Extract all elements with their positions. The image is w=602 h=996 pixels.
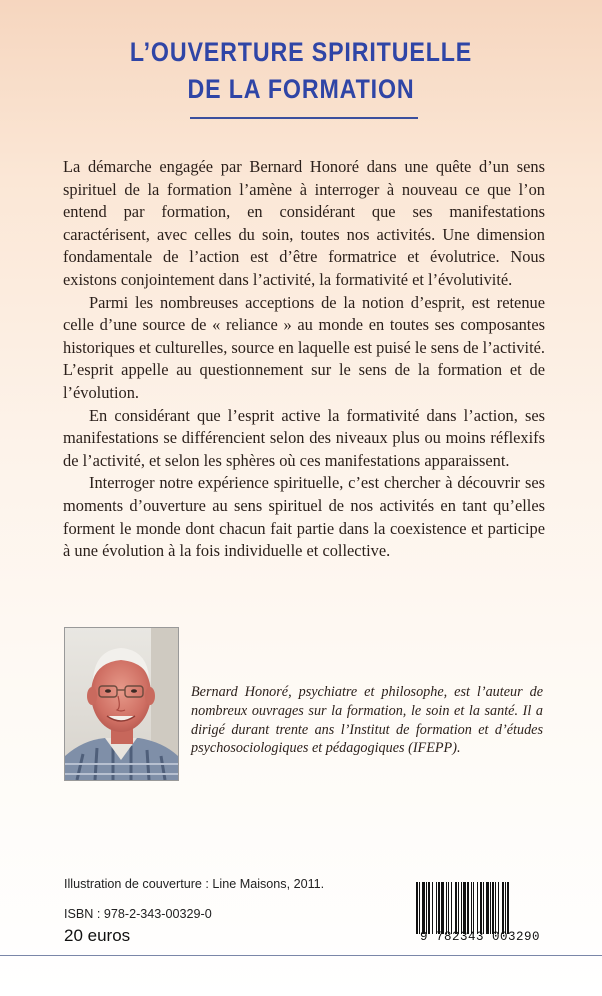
barcode-bar [498,882,499,934]
barcode-bar [436,882,437,934]
barcode-bar [505,882,506,934]
barcode-bar [477,882,478,934]
title-underline [190,117,418,119]
barcode [416,882,544,934]
book-title [42,34,560,108]
blurb [63,156,545,563]
barcode-bar [463,882,466,934]
barcode-bar [486,882,489,934]
book-title-line-1: L’OUVERTURE SPIRITUELLE [129,37,473,67]
blurb-paragraph: Parmi les nombreuses acceptions de la notion d’esprit, est retenue celle d’une source de « reliance » au monde en toutes ses composantes historiques et culturelles, source en laquelle est puisé le sens de l’activité. L’esprit appelle au questionnement sur le sens de la formation et de l’évolution. [63,292,546,402]
barcode-bar [428,882,430,934]
barcode-bar [448,882,449,934]
author-bio: Bernard Honoré, psychiatre et philosophe, est l’auteur de nombreux ouvrages sur la formation, le soin et la santé. Il a dirigé durant trente ans l’Institut de formation et d’études psychosociologiques et pédagogiques (IFEPP). [191,684,543,757]
barcode-bar [467,882,469,934]
barcode-bar [438,882,440,934]
barcode-bar [461,882,462,934]
barcode-bar [502,882,504,934]
barcode-bar [426,882,427,934]
barcode-bar [446,882,447,934]
barcode-bar [451,882,452,934]
barcode-bar [492,882,494,934]
barcode-bar [490,882,491,934]
barcode-bar [473,882,474,934]
barcode-bar [471,882,472,934]
price: 20 euros [64,926,131,945]
blurb-paragraph: La démarche engagée par Bernard Honoré dans une quête d’un sens spirituel de la formation l’amène à interroger à nouveau ce que l’on entend par formation, en considérant que ses manifestations caractérisent, avec celles du soin, toutes nos activités. Une dimension fondamentale de l’action est d’être formatrice et évolutrice. Nous existons conjointement dans l’activité, la formativité et l’évolutivité. [63,157,545,289]
isbn: ISBN : 978-2-343-00329-0 [64,907,212,921]
barcode-bar [419,882,420,934]
cover-illustration-credit: Illustration de couverture : Line Maisons, 2011. [64,877,325,891]
barcode-bar [416,882,418,934]
author-photo [64,627,179,781]
barcode-bar [422,882,425,934]
barcode-bar [441,882,444,934]
bottom-rule [0,955,602,956]
barcode-bar [458,882,459,934]
barcode-bar [483,882,484,934]
barcode-digits: 9 782343 003290 [419,930,541,944]
barcode-bar [495,882,496,934]
author-portrait-image [65,628,178,780]
barcode-bar [455,882,457,934]
barcode-bar [432,882,433,934]
blurb-paragraph: En considérant que l’esprit active la formativité dans l’action, ses manifestations se différencient selon des niveaux plus ou moins réflexifs de l’activité, et selon les sphères où ces manifestations apparaissent. [63,405,545,470]
barcode-bar [480,882,482,934]
barcode-bar [507,882,509,934]
book-title-line-2: DE LA FORMATION [187,74,415,104]
blurb-paragraph: Interroger notre expérience spirituelle, c’est chercher à découvrir ses moments d’ouverture au sens spirituel de nos activités en tant qu’elles forment le monde dont chacun fait partie dans la coexistence et participe à une évolution à la fois individuelle et collective. [63,473,545,561]
